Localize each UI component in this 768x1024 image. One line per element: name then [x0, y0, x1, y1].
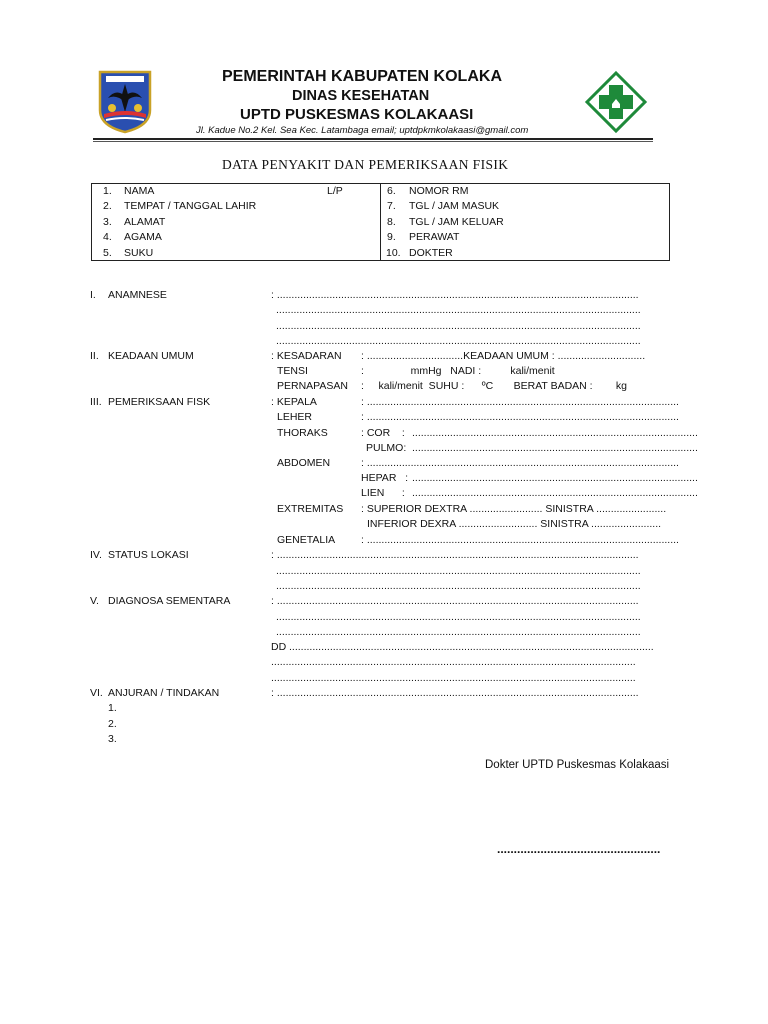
value-kesadaran: : .................................KEADAAN UMUM : .............................. [361, 350, 646, 362]
value-pernapasan: : kali/menit SUHU : ºC BERAT BADAN : kg [361, 380, 628, 392]
value-cor: .................................................................................................. [412, 427, 698, 439]
letterhead-address: Jl. Kadue No.2 Kel. Sea Kec. Latambaga email; uptdpkmkolakaasi@gmail.com [196, 125, 529, 136]
anjuran-item-num: 3. [108, 733, 117, 745]
value-tensi: : mmHg NADI : kali/menit [361, 365, 555, 377]
status-lokasi-line: ............................................................................................................................. [276, 565, 641, 577]
diagnosa-line: ............................................................................................................................. [271, 672, 636, 684]
status-lokasi-line: ............................................................................................................................. [276, 580, 641, 592]
diagnosa-line: ............................................................................................................................. [276, 626, 641, 638]
identity-table-divider [380, 183, 381, 261]
value-pulmo: .................................................................................................. [412, 442, 698, 454]
signature-caption: Dokter UPTD Puskesmas Kolakaasi [485, 759, 670, 771]
value-abdomen: : ........................................................................................................... [361, 457, 679, 469]
value-leher: : ........................................................................................................... [361, 411, 679, 423]
section-label-pemeriksaan: PEMERIKSAAN FISK [108, 396, 211, 408]
document-title: DATA PENYAKIT DAN PEMERIKSAAN FISIK [222, 157, 509, 172]
identity-label-perawat: PERAWAT [409, 231, 460, 243]
identity-num: 8. [387, 216, 396, 228]
identity-num: 9. [387, 231, 396, 243]
identity-label-nama: NAMA [124, 185, 155, 197]
label-lien: LIEN : [361, 487, 405, 499]
label-kesadaran: : KESADARAN [271, 350, 342, 362]
diagnosa-dd-line: ............................................................................................................................. [289, 641, 654, 653]
label-pernapasan: PERNAPASAN [277, 380, 348, 392]
letterhead-rule-thin [93, 141, 653, 142]
section-label-anamnese: ANAMNESE [108, 289, 167, 301]
identity-label-ttl: TEMPAT / TANGGAL LAHIR [124, 200, 257, 212]
identity-label-agama: AGAMA [124, 231, 162, 243]
section-num: VI. [90, 687, 103, 699]
kolaka-emblem-icon [96, 68, 154, 134]
value-superior: : SUPERIOR DEXTRA ......................... SINISTRA ........................ [361, 503, 667, 515]
section-label-anjuran: ANJURAN / TINDAKAN [108, 687, 220, 699]
value-inferior: INFERIOR DEXRA ........................... SINISTRA ........................ [367, 518, 662, 530]
section-num: I. [90, 289, 96, 301]
anamnese-line: : ............................................................................................................................ [271, 289, 639, 301]
anjuran-item-num: 2. [108, 718, 117, 730]
identity-label-tgl-keluar: TGL / JAM KELUAR [409, 216, 504, 228]
identity-num: 3. [103, 216, 112, 228]
section-label-diagnosa: DIAGNOSA SEMENTARA [108, 595, 231, 607]
signature-line: ................................................. [497, 842, 661, 856]
identity-num: 10. [386, 247, 401, 259]
section-label-status-lokasi: STATUS LOKASI [108, 549, 189, 561]
value-hepar: .................................................................................................. [412, 472, 698, 484]
identity-num: 2. [103, 200, 112, 212]
label-cor: : COR : [361, 427, 405, 439]
diagnosa-line: ............................................................................................................................. [271, 656, 636, 668]
label-pulmo: PULMO: [366, 442, 407, 454]
label-thoraks: THORAKS [277, 427, 328, 439]
diagnosa-line: ............................................................................................................................. [276, 611, 641, 623]
anjuran-item-num: 1. [108, 702, 117, 714]
section-label-keadaan-umum: KEADAAN UMUM [108, 350, 194, 362]
identity-num: 6. [387, 185, 396, 197]
anamnese-line: ............................................................................................................................. [276, 304, 641, 316]
label-hepar: HEPAR : [361, 472, 409, 484]
anamnese-line: ............................................................................................................................. [276, 335, 641, 347]
section-num: V. [90, 595, 99, 607]
identity-label-lp: L/P [327, 185, 343, 197]
identity-label-tgl-masuk: TGL / JAM MASUK [409, 200, 500, 212]
value-genetalia: : ........................................................................................................... [361, 534, 679, 546]
diagnosa-line: : ............................................................................................................................ [271, 595, 639, 607]
letterhead-title-department: DINAS KESEHATAN [292, 88, 430, 104]
value-lien: .................................................................................................. [412, 487, 698, 499]
puskesmas-cross-icon [585, 71, 647, 133]
letterhead-title-government: PEMERINTAH KABUPATEN KOLAKA [222, 68, 502, 85]
identity-num: 4. [103, 231, 112, 243]
identity-num: 7. [387, 200, 396, 212]
anamnese-line: ............................................................................................................................. [276, 320, 641, 332]
label-dd: DD [271, 641, 287, 653]
identity-label-nomor-rm: NOMOR RM [409, 185, 469, 197]
identity-label-alamat: ALAMAT [124, 216, 166, 228]
section-num: IV. [90, 549, 102, 561]
value-kepala: : ........................................................................................................... [361, 396, 679, 408]
anjuran-line: : ............................................................................................................................ [271, 687, 639, 699]
section-num: III. [90, 396, 102, 408]
identity-num: 5. [103, 247, 112, 259]
label-leher: LEHER [277, 411, 313, 423]
section-num: II. [90, 350, 99, 362]
letterhead-title-puskesmas: UPTD PUSKESMAS KOLAKAASI [240, 106, 474, 123]
status-lokasi-line: : ............................................................................................................................ [271, 549, 639, 561]
identity-label-dokter: DOKTER [409, 247, 453, 259]
label-genetalia: GENETALIA [277, 534, 336, 546]
identity-label-suku: SUKU [124, 247, 154, 259]
identity-num: 1. [103, 185, 112, 197]
letterhead-rule [93, 138, 653, 140]
label-tensi: TENSI [277, 365, 308, 377]
label-extremitas: EXTREMITAS [277, 503, 344, 515]
label-abdomen: ABDOMEN [277, 457, 331, 469]
label-kepala: : KEPALA [271, 396, 317, 408]
